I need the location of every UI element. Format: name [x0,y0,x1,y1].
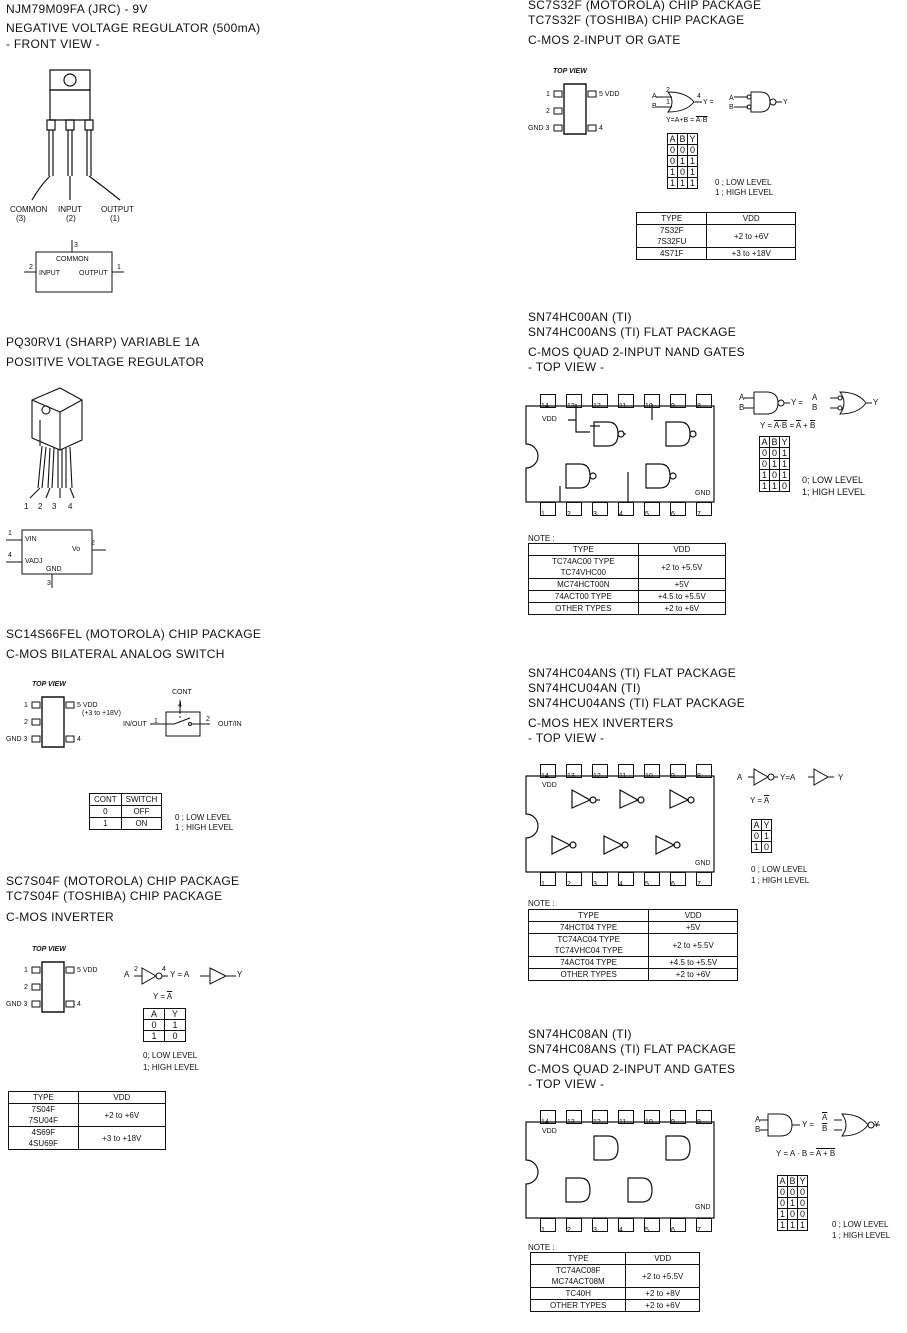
pq-block-vo: Vo [72,546,81,553]
hc00-legend-low: 0; LOW LEVEL [802,475,864,485]
or-in-b2: B [812,403,818,412]
pin-box: 6 [670,872,686,886]
header-a: A [779,1176,786,1186]
sc14-legend-low: 0 ; LOW LEVEL [175,813,232,822]
cell: 74ACT04 TYPE [529,957,649,969]
inv-output-y: Y [237,970,243,979]
hc08-title1: SN74HC08AN (TI) [528,1027,632,1041]
cell: 0 [762,842,772,853]
njm-block-input: INPUT [39,270,60,277]
cell: 1 [688,178,698,189]
pin-box: 5 [644,872,660,886]
cell: 7S04F 7SU04F [9,1104,79,1127]
cell: 1 [778,1209,788,1220]
pin-box: 2 [566,872,582,886]
sc7s32-legend-high: 1 ; HIGH LEVEL [715,188,774,197]
sc7s04-pin5: 5 VDD [77,967,98,974]
pin-box: 12 [592,1110,608,1124]
hc08-legend-high: 1 ; HIGH LEVEL [832,1231,891,1240]
pq-pin-1: 1 [24,502,29,511]
pin-box: 4 [618,502,634,516]
hc00-subtitle: C-MOS QUAD 2-INPUT NAND GATES [528,345,745,359]
cell: 0 [760,459,770,470]
pin-box: 8 [696,394,712,408]
hc04-subtitle: C-MOS HEX INVERTERS [528,716,674,730]
sc14-pin1: 1 [24,702,28,709]
header-y: Y [781,437,788,447]
inverter-symbols [130,964,250,988]
pq-title: PQ30RV1 (SHARP) VARIABLE 1A [6,335,200,349]
hc00-view: - TOP VIEW - [528,360,605,374]
or-pin-4: 4 [697,93,701,100]
cell: 4S71F [637,248,707,260]
cell: 0 [788,1209,798,1220]
hc00-note: NOTE : [528,534,555,543]
and-eq: Y = [802,1120,815,1129]
nor-in-b: $\overline{B}$ [822,1124,828,1133]
hc00-title2: SN74HC00ANS (TI) FLAT PACKAGE [528,325,737,339]
hc08-view: - TOP VIEW - [528,1077,605,1091]
cell: 0 [770,448,780,459]
cell: +2 to +6V [78,1104,165,1127]
njm-block-pin3: 3 [74,242,78,249]
cell: +5V [638,579,725,591]
sc7s04-pin2: 2 [24,984,28,991]
sc7s04-title2: TC7S04F (TOSHIBA) CHIP PACKAGE [6,889,223,903]
cell: 0 [788,1187,798,1198]
hc00-dip-package [520,390,720,520]
pin-box: 13 [566,764,582,778]
cell: TC74AC00 TYPE TC74VHC00 [529,556,639,579]
inv-pin-out: 4 [162,966,166,973]
pin-box: 3 [592,1218,608,1232]
hc04-in-a: A [737,773,743,782]
sc7s04-type-table [8,1091,166,1150]
cell: TC40H [531,1288,626,1300]
hc00-type-table [528,543,726,615]
cell: 0 [144,1020,165,1031]
cell: OTHER TYPES [529,969,649,981]
sc7s32-pin1: 1 [546,91,550,98]
njm-view: - FRONT VIEW - [6,37,100,51]
hc00-title1: SN74HC00AN (TI) [528,310,632,324]
hc00-gnd-label: GND [695,490,711,497]
njm-subtitle: NEGATIVE VOLTAGE REGULATOR (500mA) [6,21,261,35]
header-a: A [753,820,760,830]
sc14-cont-label: CONT [172,689,192,696]
sc7s04-chip-package [30,960,80,1015]
nor-out-y: Y [874,1120,880,1129]
header-cont: CONT [90,794,122,806]
cell: 0 [798,1198,808,1209]
cell: +4.5 to +5.5V [649,957,738,969]
cell: 1 [760,481,770,492]
cell: 0 [760,448,770,459]
cell: 1 [770,459,780,470]
pin-box: 4 [618,872,634,886]
cell: 1 [778,1220,788,1231]
sc14-legend-high: 1 ; HIGH LEVEL [175,823,234,832]
njm-input-number: (2) [66,214,76,223]
pin-box: 12 [592,394,608,408]
cell: 74ACT00 TYPE [529,591,639,603]
hc08-legend-low: 0 ; LOW LEVEL [832,1220,889,1229]
nand-in-b: B [739,403,745,412]
sc7s32-top-view: TOP VIEW [553,68,587,75]
pq-block-pin4: 4 [8,552,12,559]
header-y: Y [763,820,770,830]
cell: 74HCT04 TYPE [529,922,649,934]
sc7s32-pin4: 4 [599,125,603,132]
pin-box: 13 [566,394,582,408]
cell: 1 [90,818,122,830]
cell: OFF [121,806,162,818]
pin-box: 9 [670,394,686,408]
cell: 1 [788,1220,798,1231]
cell: 0 [678,167,688,178]
inv-input-a: A [124,970,130,979]
cell: 0 [798,1187,808,1198]
cell: 1 [798,1220,808,1231]
cell: 1 [760,470,770,481]
header-vdd: VDD [638,544,725,556]
sc7s04-pin3: GND 3 [6,1001,28,1008]
pin-box: 5 [644,1218,660,1232]
sc7s32-subtitle: C-MOS 2-INPUT OR GATE [528,33,681,47]
header-b: B [789,1176,796,1186]
njm-block-common: COMMON [56,256,89,263]
cell: +5V [649,922,738,934]
cell: 0 [778,1187,788,1198]
sc7s32-truth-table [667,133,698,189]
header-a: A [761,437,768,447]
sc14-chip-package [30,695,80,750]
cell: 1 [688,156,698,167]
hc00-formula: $Y = A\cdot B = \overline{A} + \overline{B}$ [760,421,816,430]
pin-box: 10 [644,764,660,778]
hc04-title1: SN74HC04ANS (TI) FLAT PACKAGE [528,666,737,680]
njm-block-pin1: 1 [117,264,121,271]
header-y: Y [689,134,696,144]
hc08-truth-table [777,1175,808,1231]
cell: 0 [798,1209,808,1220]
pin-box: 8 [696,764,712,778]
sc14-sw-pin2: 2 [206,716,210,723]
hc00-vdd-label: VDD [542,416,557,423]
cell: 1 [688,167,698,178]
pin-box: 4 [618,1218,634,1232]
to220-regulator-drawing [20,66,130,206]
cell: 1 [752,842,762,853]
hc04-truth-table [751,819,772,853]
cell: 0 [778,1198,788,1209]
pin-box: 11 [618,764,634,778]
cell: 1 [788,1198,798,1209]
header-vdd: VDD [78,1092,165,1104]
sc14-in-out: IN/OUT [123,721,147,728]
sc14-switch-table [89,793,162,830]
pin-box: 3 [592,872,608,886]
njm-output-label: OUTPUT [101,205,134,214]
or-out-y: Y [873,398,879,407]
nor-in-a: $\overline{A}$ [822,1113,828,1122]
pin-box: 8 [696,1110,712,1124]
pq-block-gnd: GND [46,566,62,573]
hc04-note: NOTE : [528,899,555,908]
nand-in-a: A [739,393,745,402]
hc08-gnd-label: GND [695,1204,711,1211]
sc14-cont-pin: 4 [178,702,182,709]
hc08-dip-package [520,1106,720,1236]
header-vdd: VDD [707,213,796,225]
sc14-title: SC14S66FEL (MOTOROLA) CHIP PACKAGE [6,627,262,641]
cell: ON [121,818,162,830]
cell: +2 to +5.5V [649,934,738,957]
cell: 0 [688,145,698,156]
pin-box: 1 [540,502,556,516]
or-eq: Y = [703,99,714,106]
pin-box: 10 [644,394,660,408]
pq-regulator-drawing [20,380,90,500]
inv-eq-mid: Y = A [170,970,190,979]
hc08-note: NOTE : [528,1243,555,1252]
sc7s32-chip-package [552,82,602,137]
cell: 0 [780,481,790,492]
sc7s04-top-view: TOP VIEW [32,946,66,953]
njm-input-label: INPUT [58,205,82,214]
cell: 1 [780,470,790,481]
hc04-dip-package [520,760,720,890]
sc14-pin2: 2 [24,719,28,726]
sc7s32-legend-low: 0 ; LOW LEVEL [715,178,772,187]
cell: +2 to +5.5V [638,556,725,579]
sc14-vdd-range: (+3 to +18V) [82,710,121,717]
cell: 0 [90,806,122,818]
cell: 1 [165,1020,186,1031]
sc7s32-title1: SC7S32F (MOTOROLA) CHIP PACKAGE [528,0,762,12]
cell: +2 to +5.5V [626,1265,700,1288]
hc00-legend-high: 1; HIGH LEVEL [802,487,866,497]
sc7s04-legend-low: 0; LOW LEVEL [143,1051,198,1060]
pin-box: 3 [592,502,608,516]
hc04-legend-high: 1 ; HIGH LEVEL [751,876,810,885]
inv-formula: $Y = \overline{A}$ [153,992,173,1001]
hc04-legend-low: 0 ; LOW LEVEL [751,865,808,874]
header-type: TYPE [531,1253,626,1265]
hc04-out-y: Y [838,773,844,782]
sc7s04-title1: SC7S04F (MOTOROLA) CHIP PACKAGE [6,874,240,888]
sc14-sw-pin1: 1 [154,718,158,725]
or-in-b: B [652,103,657,110]
pin-box: 2 [566,502,582,516]
nand-equivalence-symbols [738,390,878,418]
header-b: B [771,437,778,447]
cell: 1 [780,448,790,459]
or-gate-symbols [650,88,790,118]
sc14-pin3: GND 3 [6,736,28,743]
cell: 1 [144,1031,165,1042]
cell: OTHER TYPES [529,603,639,615]
sc14-top-view: TOP VIEW [32,681,66,688]
hc04-title3: SN74HCU04ANS (TI) FLAT PACKAGE [528,696,746,710]
cell: 1 [770,481,780,492]
pin-box: 7 [696,872,712,886]
sc7s04-subtitle: C-MOS INVERTER [6,910,114,924]
njm-title: NJM79M09FA (JRC) - 9V [6,2,148,16]
sc14-out-in: OUT/IN [218,721,242,728]
cell: +2 to +6V [626,1300,700,1312]
cell: 1 [668,178,678,189]
hc08-vdd-label: VDD [542,1128,557,1135]
pq-block-diagram [6,526,106,591]
pin-box: 9 [670,764,686,778]
hc04-gnd-label: GND [695,860,711,867]
pq-pin-3: 3 [52,502,57,511]
pq-pin-4: 4 [68,502,73,511]
or-pin-1: 1 [666,99,670,106]
cell: 0 [165,1031,186,1042]
njm-common-label: COMMON [10,205,48,214]
hc04-eq-mid: Y=A [780,773,796,782]
pin-box: 9 [670,1110,686,1124]
cell: +3 to +18V [707,248,796,260]
header-type: TYPE [637,213,707,225]
pq-pin-2: 2 [38,502,43,511]
sc14-pin5: 5 VDD [77,702,98,709]
sc7s04-pin4: 4 [77,1001,81,1008]
pin-box: 12 [592,764,608,778]
header-switch: SWITCH [121,794,162,806]
header-vdd: VDD [649,910,738,922]
inv-pin-in: 2 [134,966,138,973]
cell: 1 [678,156,688,167]
cell: 1 [780,459,790,470]
pin-box: 11 [618,1110,634,1124]
pin-box: 14 [540,764,556,778]
or-in-a2: A [812,393,818,402]
pin-box: 6 [670,502,686,516]
cell: +4.5 to +5.5V [638,591,725,603]
pq-subtitle: POSITIVE VOLTAGE REGULATOR [6,355,205,369]
cell: +2 to +6V [707,225,796,248]
sc7s04-legend-high: 1; HIGH LEVEL [143,1063,200,1072]
header-b: B [679,134,686,144]
nand-eq: Y = [791,398,804,407]
cell: 1 [678,178,688,189]
pin-box: 14 [540,1110,556,1124]
nand-in-b: B [729,104,734,111]
cell: OTHER TYPES [531,1300,626,1312]
njm-common-number: (3) [16,214,26,223]
cell: 0 [668,145,678,156]
pin-box: 6 [670,1218,686,1232]
sc7s04-truth-table [143,1008,186,1042]
pq-block-pin1: 1 [8,530,12,537]
sc7s04-pin1: 1 [24,967,28,974]
nand-out-y: Y [783,99,788,106]
hc04-title2: SN74HCU04AN (TI) [528,681,641,695]
cell: 1 [668,167,678,178]
pin-box: 1 [540,1218,556,1232]
pin-box: 5 [644,502,660,516]
and-in-b: B [755,1125,761,1134]
pin-box: 10 [644,1110,660,1124]
hc00-truth-table [759,436,790,492]
cell: TC74AC08F MC74ACT08M [531,1265,626,1288]
and-equivalence-symbols [754,1112,884,1140]
njm-block-pin2: 2 [29,264,33,271]
sc14-pin4: 4 [77,736,81,743]
hc08-formula: Y = A · B = A + B [776,1149,836,1158]
pin-box: 7 [696,502,712,516]
hc04-formula: $Y = \overline{A}$ [750,796,770,805]
cell: 0 [752,831,762,842]
cell: 0 [678,145,688,156]
cell: +3 to +18V [78,1127,165,1150]
header-a: A [144,1009,165,1020]
hc04-type-table [528,909,738,981]
header-y: Y [799,1176,806,1186]
cell: 1 [762,831,772,842]
pin-box: 11 [618,394,634,408]
hc08-subtitle: C-MOS QUAD 2-INPUT AND GATES [528,1062,736,1076]
njm-output-number: (1) [110,214,120,223]
sc7s32-pin5: 5 VDD [599,91,620,98]
cell: +2 to +8V [626,1288,700,1300]
cell: 0 [668,156,678,167]
pq-block-pin2: 2 [91,540,95,547]
pq-block-vadj: VADJ [25,558,43,565]
pin-box: 7 [696,1218,712,1232]
hc08-type-table [530,1252,700,1312]
sc14-subtitle: C-MOS BILATERAL ANALOG SWITCH [6,647,225,661]
sc7s32-type-table [636,212,796,260]
sc7s32-title2: TC7S32F (TOSHIBA) CHIP PACKAGE [528,13,745,27]
pin-box: 1 [540,872,556,886]
pin-box: 2 [566,1218,582,1232]
header-type: TYPE [529,544,639,556]
pin-box: 13 [566,1110,582,1124]
header-type: TYPE [9,1092,79,1104]
hc04-view: - TOP VIEW - [528,731,605,745]
pq-block-vin: VIN [25,536,37,543]
nand-in-a: A [729,95,734,102]
sc7s32-pin3: GND 3 [528,125,550,132]
sc7s32-pin2: 2 [546,108,550,115]
cell: +2 to +6V [649,969,738,981]
cell: 4S69F 4SU69F [9,1127,79,1150]
or-pin-2: 2 [666,87,670,94]
pin-box: 14 [540,394,556,408]
header-y: Y [165,1009,186,1020]
hc04-vdd-label: VDD [542,782,557,789]
or-formula: Y=A+B = A·B [666,117,708,124]
cell: 0 [770,470,780,481]
cell: 7S32F 7S32FU [637,225,707,248]
and-in-a: A [755,1115,761,1124]
hc08-title2: SN74HC08ANS (TI) FLAT PACKAGE [528,1042,737,1056]
pq-block-pin3: 3 [47,580,51,587]
cell: MC74HCT00N [529,579,639,591]
header-type: TYPE [529,910,649,922]
or-in-a: A [652,93,657,100]
cell: +2 to +6V [638,603,725,615]
cell: TC74AC04 TYPE TC74VHC04 TYPE [529,934,649,957]
header-a: A [669,134,676,144]
njm-block-output: OUTPUT [79,270,108,277]
header-vdd: VDD [626,1253,700,1265]
